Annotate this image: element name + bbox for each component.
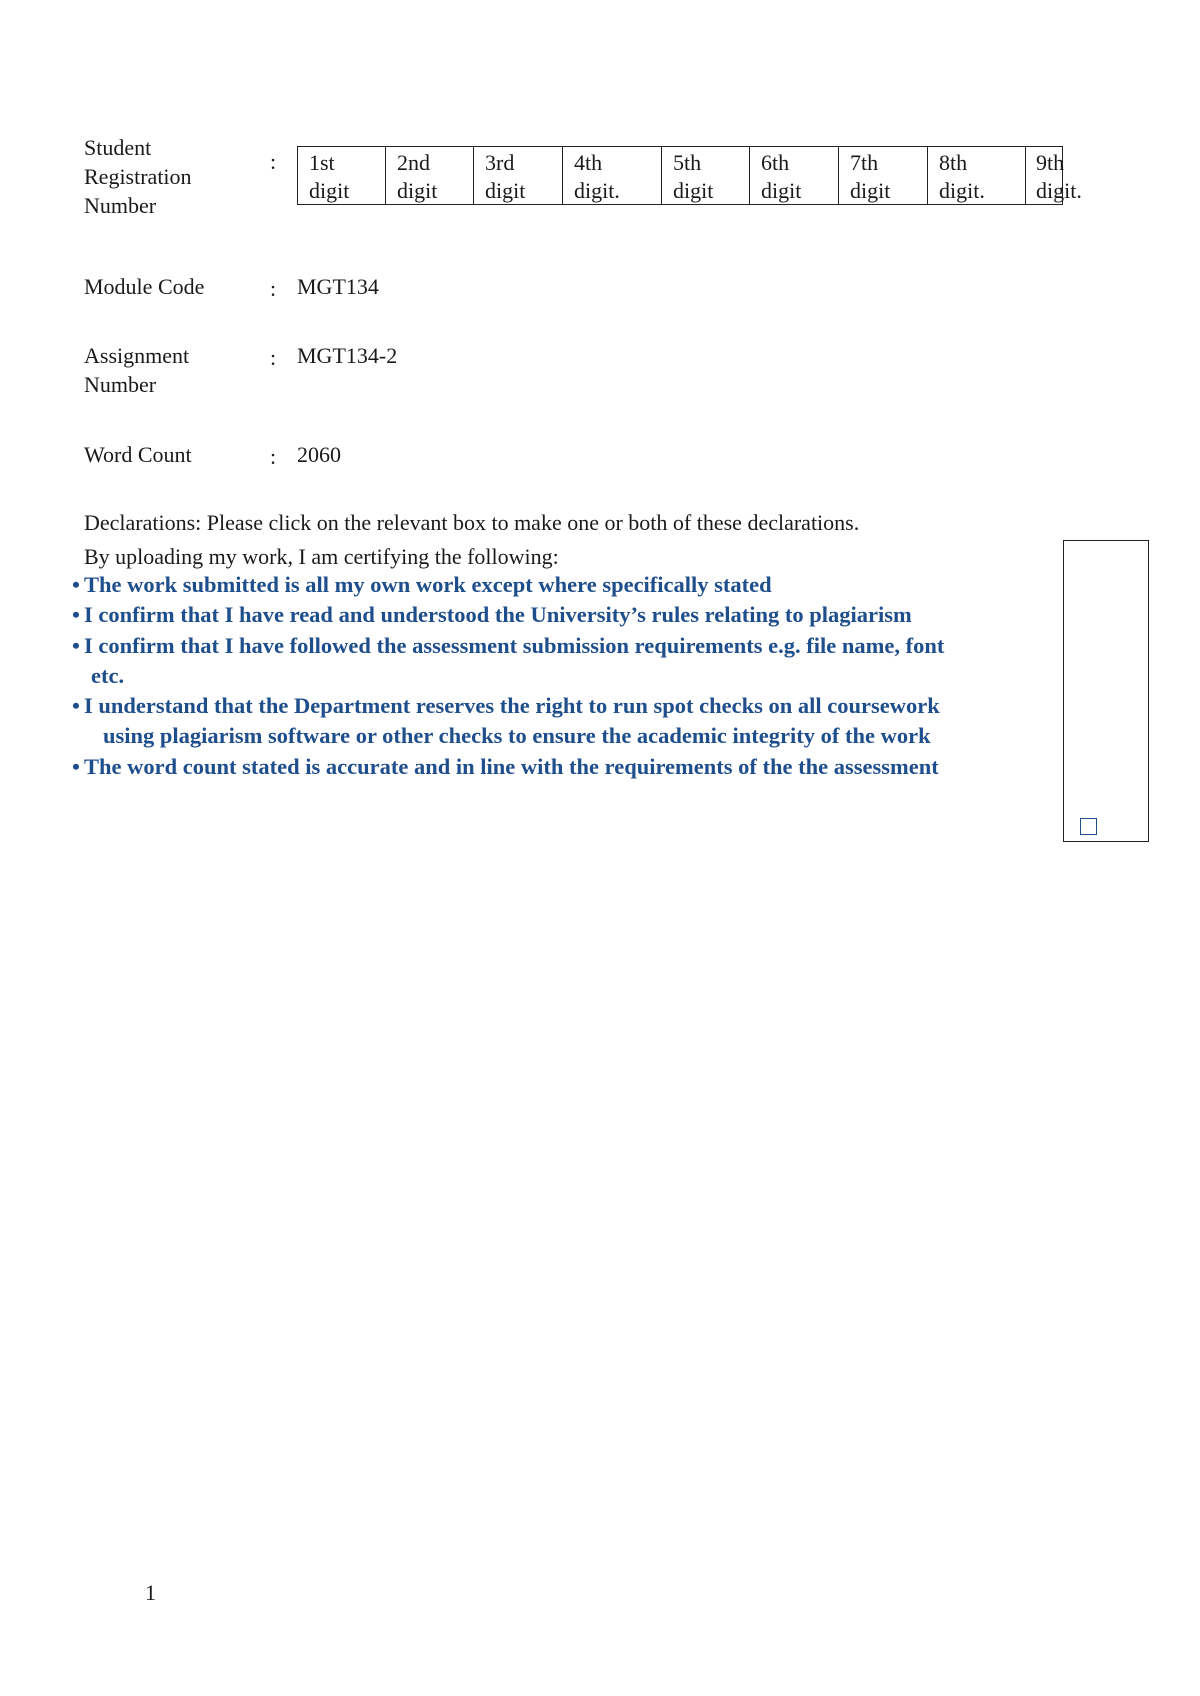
digit-box-9[interactable]	[1026, 147, 1082, 204]
digit-box-6[interactable]	[750, 147, 839, 204]
declaration-item-spot-checks	[72, 691, 1052, 752]
declaration-item-spot-checks-text-2: using plagiarism software or other checks to ensure the academic integrity of the work	[103, 723, 931, 749]
digit-box-6-word: digit	[761, 178, 802, 203]
digit-box-3-ordinal: 3rd	[485, 150, 515, 175]
student-registration-label-line-1: Student	[84, 135, 152, 160]
declaration-checkbox-frame	[1063, 540, 1149, 842]
module-code-value: MGT134	[297, 274, 379, 299]
word-count-label: Word Count	[84, 442, 192, 467]
student-registration-colon: :	[269, 149, 277, 174]
declaration-item-submission-requirements	[72, 631, 1052, 692]
declaration-item-own-work	[72, 570, 1052, 600]
digit-box-7-word: digit	[850, 178, 891, 203]
digit-box-8[interactable]	[928, 147, 1026, 204]
declaration-item-plagiarism-rules-text: I confirm that I have read and understood the University’s rules relating to plagiarism	[84, 602, 912, 628]
digit-box-3-word: digit	[485, 178, 526, 203]
page-number: 1	[145, 1580, 156, 1605]
bullet-icon: •	[72, 602, 80, 628]
digit-box-8-word: digit.	[939, 178, 985, 203]
declarations-intro: Declarations: Please click on the relevant box to make one or both of these declarations.	[84, 510, 860, 535]
assignment-number-value: MGT134-2	[297, 343, 398, 368]
module-code-label: Module Code	[84, 274, 205, 299]
declaration-item-submission-requirements-text-1: I confirm that I have followed the assessment submission requirements e.g. file name, font	[84, 632, 945, 658]
declaration-item-spot-checks-text-1: I understand that the Department reserves the right to run spot checks on all coursework	[84, 693, 940, 719]
module-code-colon: :	[269, 276, 277, 301]
digit-box-4-ordinal: 4th	[574, 150, 603, 175]
word-count-value: 2060	[297, 442, 341, 467]
declaration-item-word-count	[72, 752, 1052, 782]
declaration-item-own-work-text: The work submitted is all my own work except where specifically stated	[84, 572, 772, 597]
bullet-icon: •	[72, 693, 80, 719]
declaration-item-submission-requirements-text-2: etc.	[91, 662, 125, 688]
digit-box-4[interactable]	[563, 147, 662, 204]
declaration-list	[72, 570, 1052, 782]
digit-box-5-word: digit	[673, 178, 714, 203]
digit-box-1[interactable]	[298, 147, 386, 204]
digit-box-9-ordinal: 9th	[1036, 150, 1065, 175]
digit-box-1-ordinal: 1st	[309, 150, 335, 175]
declaration-checkbox[interactable]	[1080, 818, 1097, 835]
digit-box-9-word: digit.	[1036, 178, 1082, 203]
digit-box-5[interactable]	[662, 147, 750, 204]
digit-box-2-word: digit	[397, 178, 438, 203]
bullet-icon: •	[72, 572, 80, 597]
word-count-colon: :	[269, 444, 277, 469]
digit-box-2-ordinal: 2nd	[397, 150, 430, 175]
assignment-number-label-line-2: Number	[84, 372, 157, 397]
registration-digit-boxes	[297, 146, 1082, 205]
digit-box-3[interactable]	[474, 147, 563, 204]
digit-box-4-word: digit.	[574, 178, 620, 203]
student-registration-label-line-3: Number	[84, 193, 157, 218]
digit-box-6-ordinal: 6th	[761, 150, 790, 175]
assignment-number-colon: :	[269, 345, 277, 370]
digit-box-2[interactable]	[386, 147, 474, 204]
digit-box-1-word: digit	[309, 178, 350, 203]
declaration-item-plagiarism-rules	[72, 600, 1052, 630]
bullet-icon: •	[72, 632, 80, 658]
digit-box-5-ordinal: 5th	[673, 150, 702, 175]
bullet-icon: •	[72, 753, 80, 779]
digit-box-7-ordinal: 7th	[850, 150, 879, 175]
assignment-number-label	[84, 341, 189, 399]
digit-box-8-ordinal: 8th	[939, 150, 968, 175]
assignment-number-label-line-1: Assignment	[84, 343, 190, 368]
declaration-item-word-count-text: The word count stated is accurate and in line with the requirements of the the assessment	[84, 753, 939, 779]
declarations-certifying: By uploading my work, I am certifying the following:	[84, 544, 559, 569]
student-registration-label-line-2: Registration	[84, 164, 192, 189]
digit-box-7[interactable]	[839, 147, 928, 204]
student-registration-label	[84, 133, 192, 220]
